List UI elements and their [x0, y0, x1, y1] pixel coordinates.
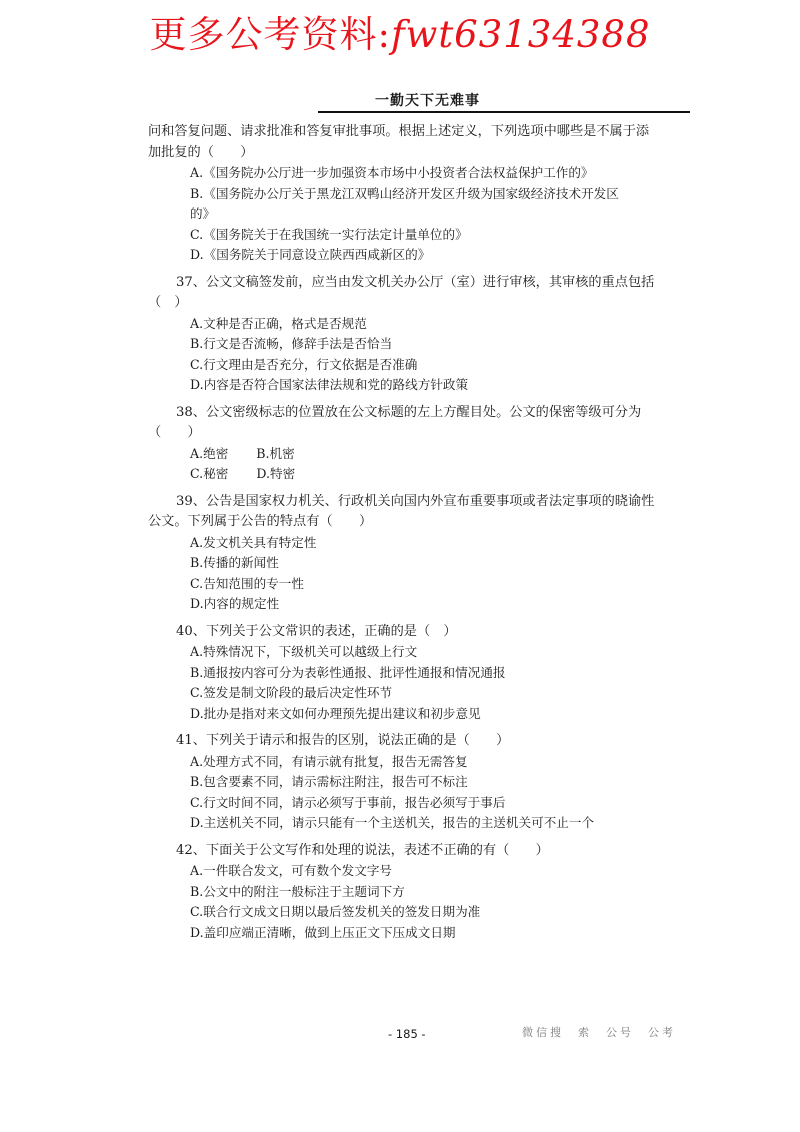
question-text: （ ）	[148, 295, 188, 310]
question-text: 41、下列关于请示和报告的区别，说法正确的是（ ）	[176, 733, 510, 748]
option: B.《国务院办公厅关于黑龙江双鸭山经济开发区升级为国家级经济技术开发区	[190, 185, 619, 201]
option: B.机密	[256, 445, 295, 461]
option: A.发文机关具有特定性	[190, 534, 317, 550]
option: D.主送机关不同，请示只能有一个主送机关，报告的主送机关可不止一个	[190, 815, 595, 830]
option: A.文种是否正确，格式是否规范	[190, 315, 367, 331]
question-text: 38、公文密级标志的位置放在公文标题的左上方醒目处。公文的保密等级可分为	[176, 404, 642, 420]
question-40	[148, 622, 693, 725]
header-rule	[318, 111, 690, 113]
footer-faded-text: 微信搜 索 公号 公考	[522, 1026, 676, 1039]
option: C.行文时间不同，请示必须写于事前，报告必须写于事后	[190, 794, 506, 810]
question-42	[148, 841, 693, 944]
option: D.内容是否符合国家法律法规和党的路线方针政策	[190, 377, 469, 392]
question-39	[148, 492, 693, 615]
option: A.特殊情况下，下级机关可以越级上行文	[190, 644, 418, 659]
option-continued: 的》	[190, 206, 216, 221]
page-number: - 185 -	[388, 1027, 426, 1041]
option: B.行文是否流畅，修辞手法是否恰当	[190, 336, 393, 351]
question-text: （ ）	[148, 425, 201, 440]
option: C.联合行文成文日期以最后签发机关的签发日期为准	[190, 904, 481, 919]
option: D.内容的规定性	[190, 596, 280, 611]
question-text: 40、下列关于公文常识的表述，正确的是（ ）	[176, 623, 457, 639]
option: C.签发是制文阶段的最后决定性环节	[190, 685, 393, 700]
question-text: 42、下面关于公文写作和处理的说法，表述不正确的有（ ）	[176, 842, 549, 858]
option: B.传播的新闻性	[190, 555, 279, 570]
question-41	[148, 731, 693, 834]
question-text: 39、公告是国家权力机关、行政机关向国内外宣布重要事项或者法定事项的晓谕性	[176, 493, 655, 509]
option: A.《国务院办公厅进一步加强资本市场中小投资者合法权益保护工作的》	[190, 165, 594, 180]
question-text: 加批复的（ ）	[148, 144, 254, 160]
option-row	[148, 464, 693, 485]
question-38	[148, 403, 693, 485]
option: C.行文理由是否充分，行文依据是否准确	[190, 356, 418, 372]
option: A.一件联合发文，可有数个发文字号	[190, 863, 393, 878]
option: D.批办是指对来文如何办理预先提出建议和初步意见	[190, 705, 481, 721]
option: D.盖印应端正清晰，做到上压正文下压成文日期	[190, 924, 456, 940]
question-continued	[148, 122, 693, 266]
option: B.公文中的附注一般标注于主题词下方	[190, 883, 405, 899]
watermark-cn: 更多公考资料:	[149, 13, 391, 56]
question-text: 问和答复问题、请求批准和答复审批事项。根据上述定义，下列选项中哪些是不属于添	[148, 124, 650, 139]
page-content	[148, 122, 693, 943]
faint-bleed-text	[695, 765, 707, 782]
option: A.处理方式不同，有请示就有批复，报告无需答复	[190, 753, 468, 769]
header-title: 一勤天下无难事	[375, 93, 480, 109]
question-37	[148, 273, 693, 396]
option: C.告知范围的专一性	[190, 575, 304, 591]
option: C.《国务院关于在我国统一实行法定计量单位的》	[190, 226, 468, 242]
option: A.绝密	[190, 445, 229, 461]
watermark-banner	[0, 4, 800, 58]
option-row	[148, 444, 693, 465]
option: B.通报按内容可分为表彰性通报、批评性通报和情况通报	[190, 664, 506, 680]
watermark-code: fwt63134388	[390, 13, 651, 56]
option: B.包含要素不同，请示需标注附注，报告可不标注	[190, 774, 468, 789]
option: D.特密	[256, 466, 296, 481]
option: D.《国务院关于同意设立陕西西咸新区的》	[190, 247, 431, 262]
question-text: 公文。下列属于公告的特点有（ ）	[148, 514, 373, 529]
question-text: 37、公文文稿签发前，应当由发文机关办公厅（室）进行审核，其审核的重点包括	[176, 274, 655, 290]
option: C.秘密	[190, 466, 229, 481]
